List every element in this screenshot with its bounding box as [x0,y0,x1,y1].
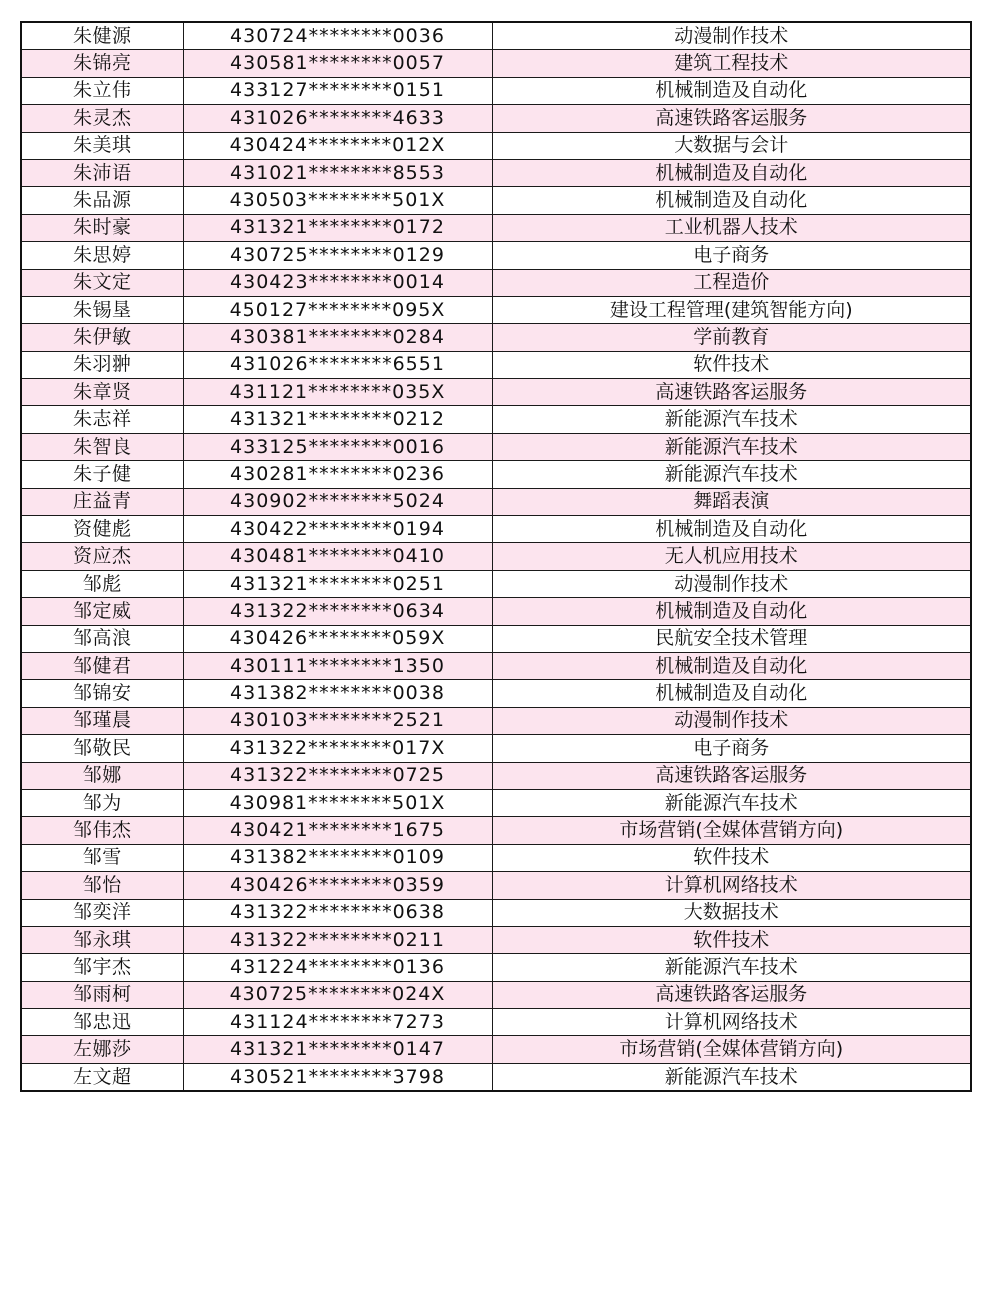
student-name-cell: 邹娜 [21,762,183,789]
major-cell: 大数据技术 [492,899,971,926]
id-number-cell: 431382********0109 [183,844,492,871]
table-row [21,543,971,570]
table-row [21,406,971,433]
table-row [21,1036,971,1063]
id-number-cell: 430421********1675 [183,817,492,844]
id-number-cell: 431322********0634 [183,598,492,625]
student-name-cell: 邹宇杰 [21,954,183,981]
major-cell: 学前教育 [492,324,971,351]
student-name-cell: 朱锡垦 [21,296,183,323]
major-cell: 高速铁路客运服务 [492,379,971,406]
major-cell: 计算机网络技术 [492,872,971,899]
major-cell: 建筑工程技术 [492,50,971,77]
student-name-cell: 朱美琪 [21,132,183,159]
major-cell: 高速铁路客运服务 [492,105,971,132]
student-name-cell: 朱立伟 [21,77,183,104]
id-number-cell: 430422********0194 [183,516,492,543]
id-number-cell: 431321********0251 [183,570,492,597]
id-number-cell: 433125********0016 [183,433,492,460]
student-name-cell: 朱羽翀 [21,351,183,378]
major-cell: 工程造价 [492,269,971,296]
table-row [21,105,971,132]
major-cell: 机械制造及自动化 [492,598,971,625]
id-number-cell: 430725********0129 [183,242,492,269]
student-name-cell: 朱志祥 [21,406,183,433]
student-roster-table [20,21,972,1092]
id-number-cell: 430426********0359 [183,872,492,899]
student-name-cell: 庄益青 [21,488,183,515]
table-row [21,926,971,953]
student-name-cell: 邹锦安 [21,680,183,707]
table-row [21,981,971,1008]
major-cell: 机械制造及自动化 [492,159,971,186]
student-name-cell: 邹为 [21,789,183,816]
id-number-cell: 430426********059X [183,625,492,652]
id-number-cell: 431021********8553 [183,159,492,186]
student-name-cell: 邹定威 [21,598,183,625]
table-row [21,159,971,186]
student-name-cell: 朱思婷 [21,242,183,269]
id-number-cell: 430581********0057 [183,50,492,77]
id-number-cell: 430103********2521 [183,707,492,734]
major-cell: 机械制造及自动化 [492,187,971,214]
id-number-cell: 431322********017X [183,735,492,762]
id-number-cell: 431026********6551 [183,351,492,378]
table-row [21,77,971,104]
table-row [21,351,971,378]
table-row [21,324,971,351]
major-cell: 机械制造及自动化 [492,516,971,543]
student-name-cell: 左文超 [21,1063,183,1091]
table-row [21,433,971,460]
student-name-cell: 朱沛语 [21,159,183,186]
student-name-cell: 左娜莎 [21,1036,183,1063]
table-row [21,214,971,241]
table-row [21,598,971,625]
student-name-cell: 资应杰 [21,543,183,570]
major-cell: 建设工程管理(建筑智能方向) [492,296,971,323]
major-cell: 市场营销(全媒体营销方向) [492,817,971,844]
table-row [21,22,971,50]
student-name-cell: 邹奕洋 [21,899,183,926]
id-number-cell: 430281********0236 [183,461,492,488]
major-cell: 市场营销(全媒体营销方向) [492,1036,971,1063]
major-cell: 高速铁路客运服务 [492,981,971,1008]
table-row [21,132,971,159]
table-row [21,242,971,269]
id-number-cell: 430902********5024 [183,488,492,515]
table-row [21,707,971,734]
table-row [21,844,971,871]
id-number-cell: 431026********4633 [183,105,492,132]
student-name-cell: 邹健君 [21,652,183,679]
table-row [21,296,971,323]
id-number-cell: 431322********0725 [183,762,492,789]
student-name-cell: 资健彪 [21,516,183,543]
major-cell: 新能源汽车技术 [492,789,971,816]
major-cell: 新能源汽车技术 [492,954,971,981]
student-name-cell: 邹敬民 [21,735,183,762]
id-number-cell: 430724********0036 [183,22,492,50]
table-row [21,680,971,707]
major-cell: 软件技术 [492,844,971,871]
id-number-cell: 430381********0284 [183,324,492,351]
id-number-cell: 430981********501X [183,789,492,816]
student-name-cell: 邹雪 [21,844,183,871]
id-number-cell: 431321********0212 [183,406,492,433]
major-cell: 动漫制作技术 [492,22,971,50]
major-cell: 工业机器人技术 [492,214,971,241]
id-number-cell: 430481********0410 [183,543,492,570]
table-row [21,817,971,844]
table-row [21,762,971,789]
student-name-cell: 邹忠迅 [21,1009,183,1036]
table-row [21,379,971,406]
major-cell: 机械制造及自动化 [492,680,971,707]
major-cell: 机械制造及自动化 [492,652,971,679]
major-cell: 新能源汽车技术 [492,406,971,433]
table-row [21,652,971,679]
major-cell: 机械制造及自动化 [492,77,971,104]
table-row [21,625,971,652]
id-number-cell: 431322********0638 [183,899,492,926]
table-row [21,269,971,296]
id-number-cell: 430423********0014 [183,269,492,296]
student-name-cell: 朱锦亮 [21,50,183,77]
student-name-cell: 朱伊敏 [21,324,183,351]
major-cell: 电子商务 [492,735,971,762]
id-number-cell: 431321********0172 [183,214,492,241]
student-name-cell: 邹怡 [21,872,183,899]
major-cell: 无人机应用技术 [492,543,971,570]
table-row [21,50,971,77]
table-row [21,488,971,515]
id-number-cell: 431224********0136 [183,954,492,981]
major-cell: 民航安全技术管理 [492,625,971,652]
major-cell: 动漫制作技术 [492,707,971,734]
table-row [21,1063,971,1091]
id-number-cell: 450127********095X [183,296,492,323]
major-cell: 计算机网络技术 [492,1009,971,1036]
student-name-cell: 朱子健 [21,461,183,488]
table-row [21,461,971,488]
student-name-cell: 邹雨柯 [21,981,183,1008]
table-row [21,516,971,543]
table-row [21,187,971,214]
student-name-cell: 朱文定 [21,269,183,296]
student-name-cell: 朱品源 [21,187,183,214]
id-number-cell: 430725********024X [183,981,492,1008]
table-row [21,1009,971,1036]
table-row [21,954,971,981]
major-cell: 软件技术 [492,926,971,953]
student-name-cell: 朱智良 [21,433,183,460]
id-number-cell: 430503********501X [183,187,492,214]
table-row [21,735,971,762]
major-cell: 电子商务 [492,242,971,269]
id-number-cell: 431121********035X [183,379,492,406]
roster-sheet [20,21,970,1092]
table-row [21,570,971,597]
major-cell: 新能源汽车技术 [492,1063,971,1091]
student-name-cell: 朱灵杰 [21,105,183,132]
id-number-cell: 431322********0211 [183,926,492,953]
student-name-cell: 邹高浪 [21,625,183,652]
major-cell: 舞蹈表演 [492,488,971,515]
student-name-cell: 邹永琪 [21,926,183,953]
student-name-cell: 朱章贤 [21,379,183,406]
id-number-cell: 431124********7273 [183,1009,492,1036]
major-cell: 动漫制作技术 [492,570,971,597]
student-name-cell: 邹瑾晨 [21,707,183,734]
table-row [21,872,971,899]
roster-body [21,22,971,1091]
student-name-cell: 邹伟杰 [21,817,183,844]
id-number-cell: 430111********1350 [183,652,492,679]
id-number-cell: 430424********012X [183,132,492,159]
id-number-cell: 430521********3798 [183,1063,492,1091]
major-cell: 软件技术 [492,351,971,378]
table-row [21,899,971,926]
id-number-cell: 433127********0151 [183,77,492,104]
major-cell: 新能源汽车技术 [492,461,971,488]
major-cell: 新能源汽车技术 [492,433,971,460]
major-cell: 大数据与会计 [492,132,971,159]
id-number-cell: 431321********0147 [183,1036,492,1063]
student-name-cell: 朱时豪 [21,214,183,241]
student-name-cell: 邹彪 [21,570,183,597]
major-cell: 高速铁路客运服务 [492,762,971,789]
table-row [21,789,971,816]
id-number-cell: 431382********0038 [183,680,492,707]
student-name-cell: 朱健源 [21,22,183,50]
